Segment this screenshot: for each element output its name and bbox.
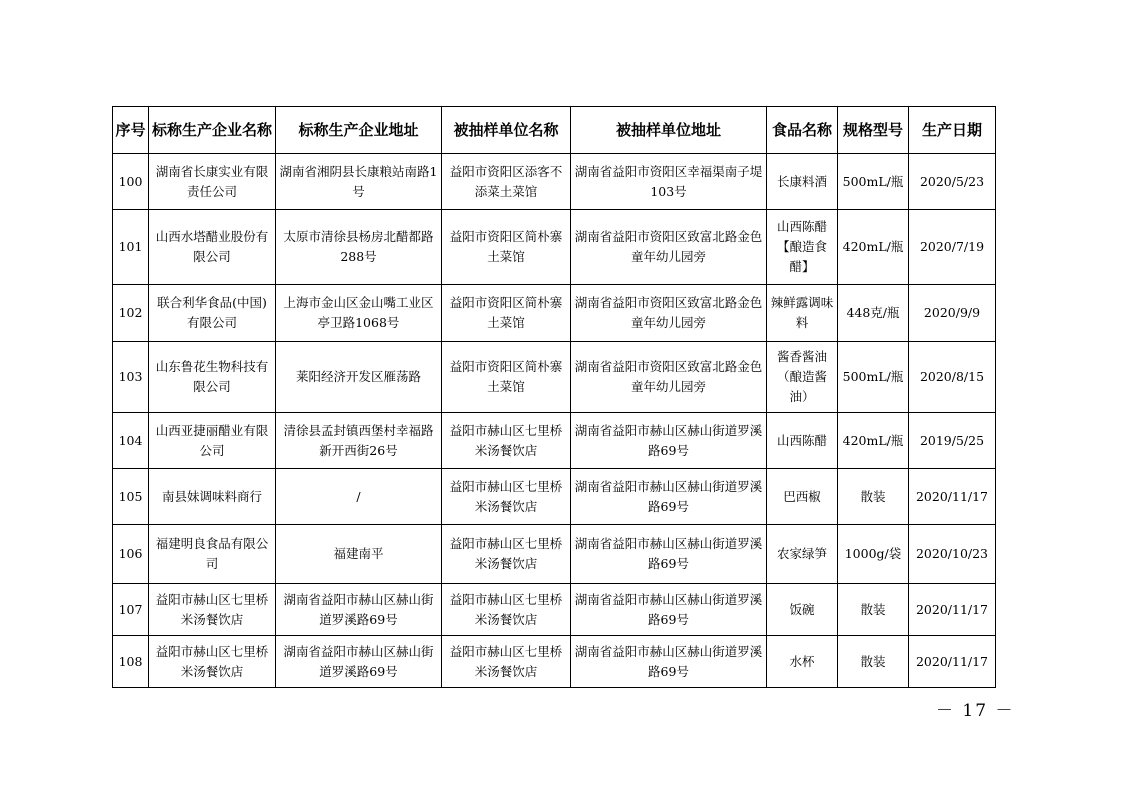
table-row	[113, 154, 996, 210]
table-cell: 酱香酱油（酿造酱油）	[767, 342, 838, 413]
table-cell: 益阳市资阳区简朴寨土菜馆	[442, 342, 571, 413]
table-cell: 福建明良食品有限公司	[149, 525, 276, 584]
column-header: 生产日期	[909, 107, 996, 154]
table-cell: 散装	[838, 636, 909, 688]
table-header-row	[113, 107, 996, 154]
table-row	[113, 342, 996, 413]
column-header: 序号	[113, 107, 149, 154]
table-cell: 益阳市赫山区七里桥米汤餐饮店	[442, 413, 571, 469]
table-cell: 2020/5/23	[909, 154, 996, 210]
table-cell: 湖南省益阳市赫山区赫山街道罗溪路69号	[571, 584, 767, 636]
table-row	[113, 584, 996, 636]
table-cell: 104	[113, 413, 149, 469]
table-row	[113, 210, 996, 285]
table-cell: 福建南平	[276, 525, 442, 584]
table-cell: 莱阳经济开发区雁荡路	[276, 342, 442, 413]
table-row	[113, 469, 996, 525]
table-cell: 108	[113, 636, 149, 688]
table-cell: 湖南省益阳市赫山区赫山街道罗溪路69号	[276, 584, 442, 636]
table-cell: 联合利华食品(中国)有限公司	[149, 285, 276, 342]
table-cell: 2020/7/19	[909, 210, 996, 285]
table-cell: 105	[113, 469, 149, 525]
table-cell: 益阳市赫山区七里桥米汤餐饮店	[442, 469, 571, 525]
table-cell: 103	[113, 342, 149, 413]
table-cell: 水杯	[767, 636, 838, 688]
table-row	[113, 285, 996, 342]
table-row	[113, 636, 996, 688]
table-cell: 上海市金山区金山嘴工业区亭卫路1068号	[276, 285, 442, 342]
table-body	[113, 154, 996, 688]
table-cell: 107	[113, 584, 149, 636]
table-cell: 山东鲁花生物科技有限公司	[149, 342, 276, 413]
table-cell: 2020/10/23	[909, 525, 996, 584]
table-cell: 益阳市赫山区七里桥米汤餐饮店	[149, 584, 276, 636]
table-cell: 南县妹调味料商行	[149, 469, 276, 525]
table-cell: 湖南省益阳市赫山区赫山街道罗溪路69号	[276, 636, 442, 688]
table-row	[113, 413, 996, 469]
table-cell: 湖南省益阳市资阳区致富北路金色童年幼儿园旁	[571, 285, 767, 342]
table-cell: 湖南省湘阴县长康粮站南路1号	[276, 154, 442, 210]
table-cell: 巴西椒	[767, 469, 838, 525]
table-cell: 散装	[838, 469, 909, 525]
column-header: 被抽样单位名称	[442, 107, 571, 154]
table-cell: 2020/9/9	[909, 285, 996, 342]
table-cell: 102	[113, 285, 149, 342]
table-cell: 益阳市资阳区简朴寨土菜馆	[442, 210, 571, 285]
table-cell: 2020/11/17	[909, 636, 996, 688]
table-cell: 101	[113, 210, 149, 285]
table-cell: 100	[113, 154, 149, 210]
column-header: 食品名称	[767, 107, 838, 154]
sampling-results-table	[112, 106, 996, 688]
table-cell: 饭碗	[767, 584, 838, 636]
table-cell: 湖南省益阳市资阳区致富北路金色童年幼儿园旁	[571, 210, 767, 285]
table-cell: 500mL/瓶	[838, 154, 909, 210]
table-cell: /	[276, 469, 442, 525]
table-cell: 辣鲜露调味料	[767, 285, 838, 342]
column-header: 被抽样单位地址	[571, 107, 767, 154]
table-cell: 湖南省长康实业有限责任公司	[149, 154, 276, 210]
table-cell: 太原市清徐县杨房北醋都路288号	[276, 210, 442, 285]
table-cell: 山西陈醋	[767, 413, 838, 469]
table-cell: 湖南省益阳市赫山区赫山街道罗溪路69号	[571, 636, 767, 688]
table-cell: 益阳市赫山区七里桥米汤餐饮店	[442, 525, 571, 584]
table-cell: 500mL/瓶	[838, 342, 909, 413]
table-cell: 湖南省益阳市资阳区致富北路金色童年幼儿园旁	[571, 342, 767, 413]
table-cell: 山西亚捷丽醋业有限公司	[149, 413, 276, 469]
table-cell: 湖南省益阳市赫山区赫山街道罗溪路69号	[571, 469, 767, 525]
table-cell: 2020/8/15	[909, 342, 996, 413]
table-cell: 益阳市赫山区七里桥米汤餐饮店	[442, 636, 571, 688]
table-cell: 散装	[838, 584, 909, 636]
table-cell: 益阳市赫山区七里桥米汤餐饮店	[442, 584, 571, 636]
table-cell: 2019/5/25	[909, 413, 996, 469]
table-cell: 长康料酒	[767, 154, 838, 210]
table-cell: 106	[113, 525, 149, 584]
table-cell: 山西水塔醋业股份有限公司	[149, 210, 276, 285]
table-cell: 420mL/瓶	[838, 413, 909, 469]
table-cell: 湖南省益阳市赫山区赫山街道罗溪路69号	[571, 413, 767, 469]
column-header: 规格型号	[838, 107, 909, 154]
table-cell: 2020/11/17	[909, 469, 996, 525]
table-cell: 农家绿笋	[767, 525, 838, 584]
table-cell: 448克/瓶	[838, 285, 909, 342]
table-cell: 益阳市赫山区七里桥米汤餐饮店	[149, 636, 276, 688]
page-number: － 17 －	[936, 701, 1015, 721]
column-header: 标称生产企业地址	[276, 107, 442, 154]
column-header: 标称生产企业名称	[149, 107, 276, 154]
table-row	[113, 525, 996, 584]
table-cell: 1000g/袋	[838, 525, 909, 584]
table-cell: 2020/11/17	[909, 584, 996, 636]
table-cell: 益阳市资阳区简朴寨土菜馆	[442, 285, 571, 342]
table-cell: 清徐县孟封镇西堡村幸福路新开西街26号	[276, 413, 442, 469]
table-cell: 湖南省益阳市赫山区赫山街道罗溪路69号	[571, 525, 767, 584]
table-cell: 湖南省益阳市资阳区幸福渠南子堤103号	[571, 154, 767, 210]
table-cell: 益阳市资阳区添客不添菜土菜馆	[442, 154, 571, 210]
table-cell: 420mL/瓶	[838, 210, 909, 285]
table-cell: 山西陈醋【酿造食醋】	[767, 210, 838, 285]
